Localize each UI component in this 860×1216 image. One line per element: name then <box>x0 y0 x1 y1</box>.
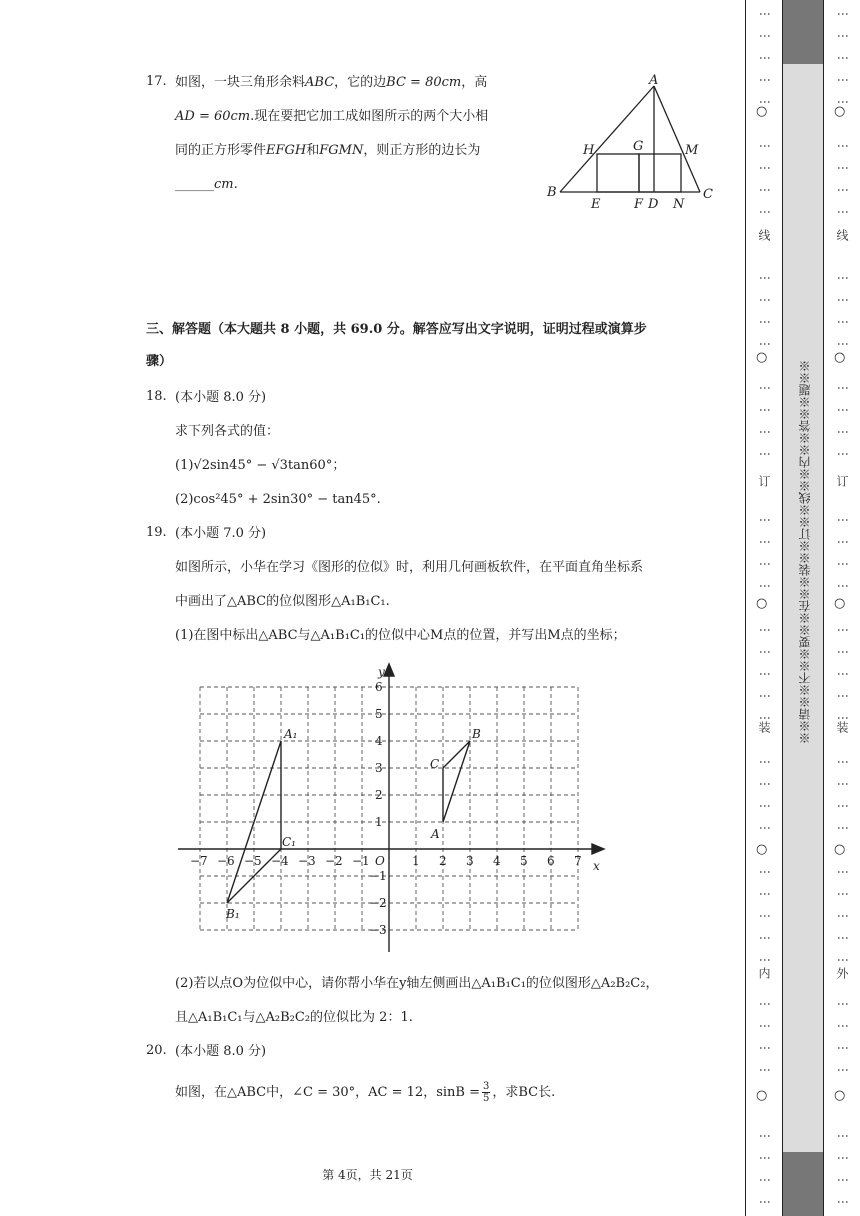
binding-dots: ⋮ <box>836 1042 850 1055</box>
y-axis-label: y <box>378 665 385 679</box>
binding-dots: ⋮ <box>758 404 772 417</box>
binding-dots: ⋮ <box>758 624 772 637</box>
q19-line1: 如图所示，小华在学习《图形的位似》时，利用几何画板软件，在平面直角坐标系 <box>175 560 644 575</box>
binding-word: 装 <box>757 721 771 734</box>
binding-dots: ⋮ <box>758 998 772 1011</box>
binding-dots: ⋮ <box>758 932 772 945</box>
label-a: A <box>649 73 659 88</box>
q18-number: 18. <box>146 389 167 404</box>
binding-word: 订 <box>757 475 771 488</box>
binding-word: 装 <box>835 721 849 734</box>
binding-dots: ⋮ <box>836 294 850 307</box>
q19-part2-line1: (2)若以点O为位似中心，请你帮小华在y轴左侧画出△A₁B₁C₁的位似图形△A₂B₂C₂， <box>175 976 659 991</box>
binding-dots: ⋮ <box>836 514 850 527</box>
label-g: G <box>633 139 644 154</box>
x-tick-label: 3 <box>466 854 474 868</box>
binding-dots: ⋮ <box>836 1130 850 1143</box>
x-tick-label: 1 <box>412 854 420 868</box>
label-h: H <box>583 143 595 158</box>
binding-dots: ⋮ <box>758 712 772 725</box>
binding-dots: ⋮ <box>758 1020 772 1033</box>
binding-dots: ⋮ <box>758 426 772 439</box>
binding-dots: ⋮ <box>758 690 772 703</box>
x-tick-label: 4 <box>493 854 501 868</box>
page-footer: 第 4页，共 21页 <box>322 1168 413 1182</box>
inner-binding-strip <box>745 0 783 1216</box>
binding-dots: ⋮ <box>758 1196 772 1209</box>
binding-dots: ⋮ <box>758 1152 772 1165</box>
square-fgmn <box>639 154 681 192</box>
origin-label: O <box>375 854 385 868</box>
binding-word: 线 <box>757 229 771 242</box>
binding-dots: ⋮ <box>758 888 772 901</box>
point-c1-label: C₁ <box>282 835 296 849</box>
strip-top-block <box>783 0 823 64</box>
binding-dots: ⋮ <box>836 800 850 813</box>
x-tick-label: −5 <box>244 854 262 868</box>
binding-dots: ⋮ <box>758 1130 772 1143</box>
answer-blank: ______ <box>175 177 214 192</box>
section3-heading-line2: 骤） <box>146 354 173 369</box>
binding-dots: ⋮ <box>836 96 850 109</box>
label-e: E <box>591 197 601 212</box>
y-tick-label: −1 <box>369 869 387 883</box>
binding-dots: ⋮ <box>836 52 850 65</box>
binding-dots: ⋮ <box>836 690 850 703</box>
binding-dots: ⋮ <box>758 316 772 329</box>
binding-dots: ⋮ <box>836 426 850 439</box>
q20-score: (本小题 8.0 分) <box>175 1044 267 1059</box>
binding-dots: ⋮ <box>836 316 850 329</box>
y-tick-label: 1 <box>375 815 383 829</box>
binding-dots: ⋮ <box>758 910 772 923</box>
section3-heading-line1: 三、解答题（本大题共 8 小题，共 69.0 分。解答应写出文字说明，证明过程或演算步 <box>146 322 647 337</box>
binding-word: 内 <box>757 967 771 980</box>
binding-dots: ⋮ <box>758 514 772 527</box>
q20-text: 如图，在△ABC中，∠C = 30°，AC = 12，sinB = $\frac{3}{5}$ ，求BC长. <box>175 1081 556 1104</box>
binding-dots: ⋮ <box>758 1042 772 1055</box>
binding-circle: ○ <box>834 596 846 611</box>
y-tick-label: 5 <box>375 707 383 721</box>
binding-dots: ⋮ <box>758 206 772 219</box>
binding-dots: ⋮ <box>836 140 850 153</box>
binding-dots: ⋮ <box>758 756 772 769</box>
q19-part1: (1)在图中标出△ABC与△A₁B₁C₁的位似中心M点的位置，并写出M点的坐标； <box>175 628 626 643</box>
binding-dots: ⋮ <box>836 910 850 923</box>
binding-dots: ⋮ <box>836 162 850 175</box>
binding-dots: ⋮ <box>836 954 850 967</box>
y-tick-label: 4 <box>375 734 383 748</box>
x-tick-label: −4 <box>271 854 289 868</box>
x-tick-label: −6 <box>217 854 235 868</box>
binding-warning: ※※请※※不※※要※※在※※装※※订※※线※※内※※答※※题※※ <box>798 360 812 744</box>
binding-dots: ⋮ <box>758 96 772 109</box>
y-axis-arrow <box>384 664 394 676</box>
y-tick-label: 2 <box>375 788 383 802</box>
binding-word: 订 <box>835 475 849 488</box>
outer-binding-strip <box>823 0 860 1216</box>
q18-prompt: 求下列各式的值： <box>175 424 280 439</box>
binding-dots: ⋮ <box>836 272 850 285</box>
binding-dots: ⋮ <box>836 624 850 637</box>
fraction: $\frac{3}{5}$ <box>482 1081 490 1104</box>
binding-dots: ⋮ <box>836 1174 850 1187</box>
binding-dots: ⋮ <box>758 30 772 43</box>
q17-line1: 如图，一块三角形余料ABC，它的边BC = 80cm，高 <box>175 75 488 90</box>
x-tick-label: −7 <box>190 854 208 868</box>
binding-dots: ⋮ <box>836 1196 850 1209</box>
binding-dots: ⋮ <box>836 184 850 197</box>
y-tick-label: 6 <box>375 680 383 694</box>
binding-dots: ⋮ <box>758 558 772 571</box>
x-tick-label: 5 <box>520 854 528 868</box>
label-f: F <box>634 197 644 212</box>
binding-dots: ⋮ <box>836 404 850 417</box>
label-d: D <box>648 197 659 212</box>
binding-dots: ⋮ <box>836 888 850 901</box>
x-tick-label: −1 <box>352 854 370 868</box>
x-axis-label: x <box>593 859 600 873</box>
binding-dots: ⋮ <box>758 1064 772 1077</box>
binding-dots: ⋮ <box>836 1064 850 1077</box>
q20-number: 20. <box>146 1043 167 1058</box>
binding-dots: ⋮ <box>836 536 850 549</box>
binding-dots: ⋮ <box>758 184 772 197</box>
binding-dots: ⋮ <box>836 74 850 87</box>
binding-dots: ⋮ <box>758 646 772 659</box>
q19-number: 19. <box>146 525 167 540</box>
point-b-label: B <box>472 727 481 741</box>
binding-dots: ⋮ <box>836 866 850 879</box>
binding-dots: ⋮ <box>758 140 772 153</box>
binding-dots: ⋮ <box>758 382 772 395</box>
binding-circle: ○ <box>834 1088 846 1103</box>
q17-line3: 同的正方形零件EFGH和FGMN，则正方形的边长为 <box>175 143 481 158</box>
binding-dots: ⋮ <box>836 206 850 219</box>
x-tick-label: 2 <box>439 854 447 868</box>
x-axis-arrow <box>592 844 604 854</box>
q17-line2: AD = 60cm.现在要把它加工成如图所示的两个大小相 <box>175 109 489 124</box>
binding-dots: ⋮ <box>836 668 850 681</box>
binding-dots: ⋮ <box>758 954 772 967</box>
binding-dots: ⋮ <box>836 998 850 1011</box>
x-tick-label: 7 <box>574 854 582 868</box>
y-tick-label: −2 <box>369 896 387 910</box>
point-c-label: C <box>430 757 440 771</box>
binding-dots: ⋮ <box>758 536 772 549</box>
binding-circle: ○ <box>834 350 846 365</box>
binding-dots: ⋮ <box>758 866 772 879</box>
binding-word: 外 <box>835 967 849 980</box>
binding-circle: ○ <box>756 350 768 365</box>
binding-dots: ⋮ <box>758 448 772 461</box>
binding-dots: ⋮ <box>836 448 850 461</box>
binding-dots: ⋮ <box>758 800 772 813</box>
q18-item1: (1)√2sin45° − √3tan60°； <box>175 458 346 473</box>
x-tick-label: 6 <box>547 854 555 868</box>
triangle-abc <box>443 741 470 822</box>
binding-dots: ⋮ <box>836 778 850 791</box>
binding-circle: ○ <box>756 842 768 857</box>
binding-dots: ⋮ <box>758 580 772 593</box>
q17-line4: ______cm. <box>175 177 238 192</box>
side-ac <box>654 86 700 192</box>
binding-dots: ⋮ <box>758 52 772 65</box>
binding-dots: ⋮ <box>758 822 772 835</box>
binding-dots: ⋮ <box>836 646 850 659</box>
binding-circle: ○ <box>834 104 846 119</box>
binding-dots: ⋮ <box>758 8 772 21</box>
q17-number: 17. <box>146 74 167 89</box>
binding-dots: ⋮ <box>836 8 850 21</box>
y-tick-label: −3 <box>369 923 387 937</box>
q19-coordinate-grid <box>168 660 618 955</box>
binding-dots: ⋮ <box>758 1174 772 1187</box>
binding-dots: ⋮ <box>836 382 850 395</box>
label-m: M <box>685 143 699 158</box>
binding-circle: ○ <box>834 842 846 857</box>
y-tick-label: 3 <box>375 761 383 775</box>
binding-circle: ○ <box>756 596 768 611</box>
binding-dots: ⋮ <box>836 822 850 835</box>
strip-bottom-block <box>783 1152 823 1216</box>
q18-score: (本小题 8.0 分) <box>175 390 267 405</box>
binding-dots: ⋮ <box>758 338 772 351</box>
binding-word: 线 <box>835 229 849 242</box>
binding-dots: ⋮ <box>758 162 772 175</box>
binding-dots: ⋮ <box>836 932 850 945</box>
square-efgh <box>597 154 639 192</box>
label-n: N <box>673 197 685 212</box>
binding-dots: ⋮ <box>836 756 850 769</box>
q17-triangle-figure <box>540 72 720 212</box>
q19-score: (本小题 7.0 分) <box>175 526 267 541</box>
binding-dots: ⋮ <box>758 74 772 87</box>
x-tick-label: −2 <box>325 854 343 868</box>
binding-dots: ⋮ <box>758 272 772 285</box>
point-a1-label: A₁ <box>284 727 298 741</box>
q19-part2-line2: 且△A₁B₁C₁与△A₂B₂C₂的位似比为 2：1. <box>175 1010 413 1025</box>
binding-dots: ⋮ <box>758 294 772 307</box>
binding-dots: ⋮ <box>836 558 850 571</box>
x-tick-label: −3 <box>298 854 316 868</box>
binding-dots: ⋮ <box>836 1020 850 1033</box>
binding-dots: ⋮ <box>836 712 850 725</box>
binding-dots: ⋮ <box>758 668 772 681</box>
binding-dots: ⋮ <box>758 778 772 791</box>
label-c: C <box>703 187 713 202</box>
q19-line2: 中画出了△ABC的位似图形△A₁B₁C₁. <box>175 594 390 609</box>
binding-dots: ⋮ <box>836 30 850 43</box>
point-a-label: A <box>431 827 440 841</box>
binding-dots: ⋮ <box>836 580 850 593</box>
binding-dots: ⋮ <box>836 1152 850 1165</box>
point-b1-label: B₁ <box>226 907 240 921</box>
binding-circle: ○ <box>756 104 768 119</box>
q18-item2: (2)cos²45° + 2sin30° − tan45°. <box>175 492 381 507</box>
label-b: B <box>547 185 557 200</box>
binding-dots: ⋮ <box>836 338 850 351</box>
binding-circle: ○ <box>756 1088 768 1103</box>
